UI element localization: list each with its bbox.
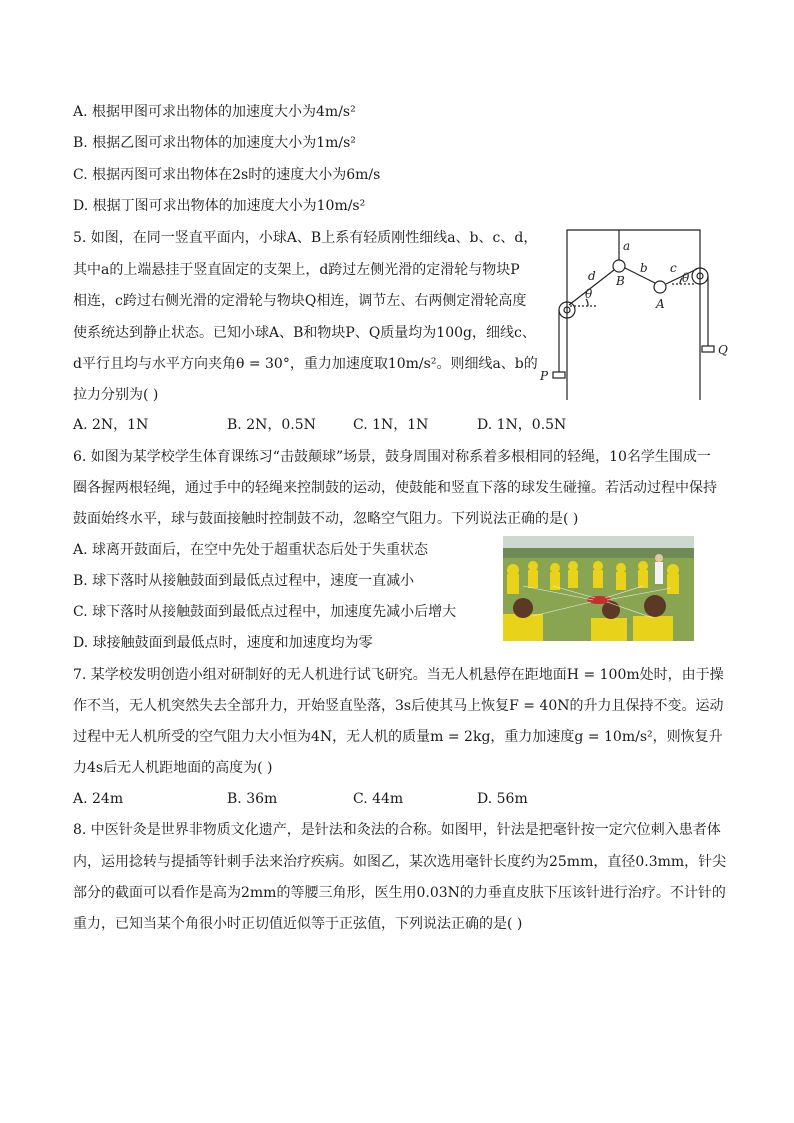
q5-option-a: A. 2N，1N (73, 417, 149, 433)
q6-option-a: A. 球离开鼓面后，在空中先处于超重状态后处于失重状态 (73, 542, 429, 558)
q7-text-line: 作不当，无人机突然失去全部升力，开始竖直坠落，3s后使其马上恢复F = 40N的升力且保持不变。运动 (73, 698, 724, 714)
q5-text-line: 其中a的上端悬挂于竖直固定的支架上，d跨过左侧光滑的定滑轮与物块P (73, 262, 520, 278)
q7-text-line: 力4s后无人机距地面的高度为( ) (73, 760, 273, 776)
q4-option-c: C. 根据丙图可求出物体在2s时的速度大小为6m/s (73, 167, 381, 183)
q6-text-line: 6. 如图为某学校学生体育课练习“击鼓颠球”场景，鼓身周围对称系着多根相同的轻绳，10名学生围成一 (73, 449, 711, 465)
q7-option-b: B. 36m (227, 791, 278, 807)
q6-text-line: 鼓面始终水平，球与鼓面接触时控制鼓不动，忽略空气阻力。下列说法正确的是( ) (73, 511, 579, 527)
label-theta-right: θ (682, 271, 690, 285)
ball-b (613, 260, 625, 272)
pulley-diagram (530, 222, 740, 408)
label-a: a (623, 239, 631, 253)
q6-text-line: 圈各握两根轻绳，通过手中的轻绳来控制鼓的运动，使鼓能和竖直下落的球发生碰撞。若活动过程中保持 (73, 480, 717, 496)
q5-text-line: d平行且均与水平方向夹角θ = 30°，重力加速度取10m/s²。则细线a、b的 (73, 356, 538, 372)
q5-text-line: 5. 如图，在同一竖直平面内，小球A、B上系有轻质刚性细线a、b、c、d， (73, 230, 538, 246)
q5-text-line: 使系统达到静止状态。已知小球A、B和物块P、Q质量均为100g，细线c、 (73, 325, 536, 341)
q7-text-line: 7. 某学校发明创造小组对研制好的无人机进行试飞研究。当无人机悬停在距地面H = 100m处时，由于操 (73, 667, 724, 683)
label-c: c (670, 261, 677, 275)
q8-text-line: 内，运用捻转与提插等针刺手法来治疗疾病。如图乙，某次选用毫针长度约为25mm，直径0.3mm，针尖 (73, 854, 727, 870)
label-ball-b: B (616, 274, 625, 288)
q8-text-line: 8. 中医针灸是世界非物质文化遗产，是针法和灸法的合称。如图甲，针法是把毫针按一定穴位刺入患者体 (73, 822, 721, 838)
label-q: Q (718, 343, 728, 357)
label-b: b (640, 261, 648, 275)
q4-option-b: B. 根据乙图可求出物体的加速度大小为1m/s² (73, 135, 356, 151)
label-d: d (588, 269, 596, 283)
label-ball-a: A (656, 297, 665, 311)
block-p (553, 372, 565, 378)
label-theta-left: θ (585, 287, 593, 301)
q5-option-c: C. 1N，1N (353, 417, 429, 433)
q6-option-c: C. 球下落时从接触鼓面到最低点过程中，加速度先减小后增大 (73, 604, 457, 620)
label-p: P (540, 369, 549, 383)
q6-option-b: B. 球下落时从接触鼓面到最低点过程中，速度一直减小 (73, 573, 415, 589)
q7-option-a: A. 24m (73, 791, 124, 807)
q7-text-line: 过程中无人机所受的空气阻力大小恒为4N，无人机的质量m = 2kg，重力加速度g = 10m/s²，则恢复升 (73, 729, 723, 745)
q5-text-line: 相连，c跨过右侧光滑的定滑轮与物块Q相连，调节左、右两侧定滑轮高度 (73, 293, 527, 309)
drum-game-photo (503, 536, 694, 641)
support-frame (567, 230, 700, 400)
q8-text-line: 重力，已知当某个角很小时正切值近似等于正弦值，下列说法正确的是( ) (73, 916, 523, 932)
q6-option-d: D. 球接触鼓面到最低点时，速度和加速度均为零 (73, 635, 373, 651)
q7-option-d: D. 56m (477, 791, 528, 807)
q4-option-d: D. 根据丁图可求出物体的加速度大小为10m/s² (73, 198, 366, 214)
q7-option-c: C. 44m (353, 791, 404, 807)
ball-a (654, 281, 666, 293)
q5-option-b: B. 2N，0.5N (227, 417, 316, 433)
q4-option-a: A. 根据甲图可求出物体的加速度大小为4m/s² (73, 104, 356, 120)
q5-text-line: 拉力分别为( ) (73, 387, 159, 403)
q5-option-d: D. 1N，0.5N (477, 417, 567, 433)
q8-text-line: 部分的截面可以看作是高为2mm的等腰三角形，医生用0.03N的力垂直皮肤下压该针进行治疗。不计针的 (73, 885, 726, 901)
block-q (702, 346, 714, 352)
